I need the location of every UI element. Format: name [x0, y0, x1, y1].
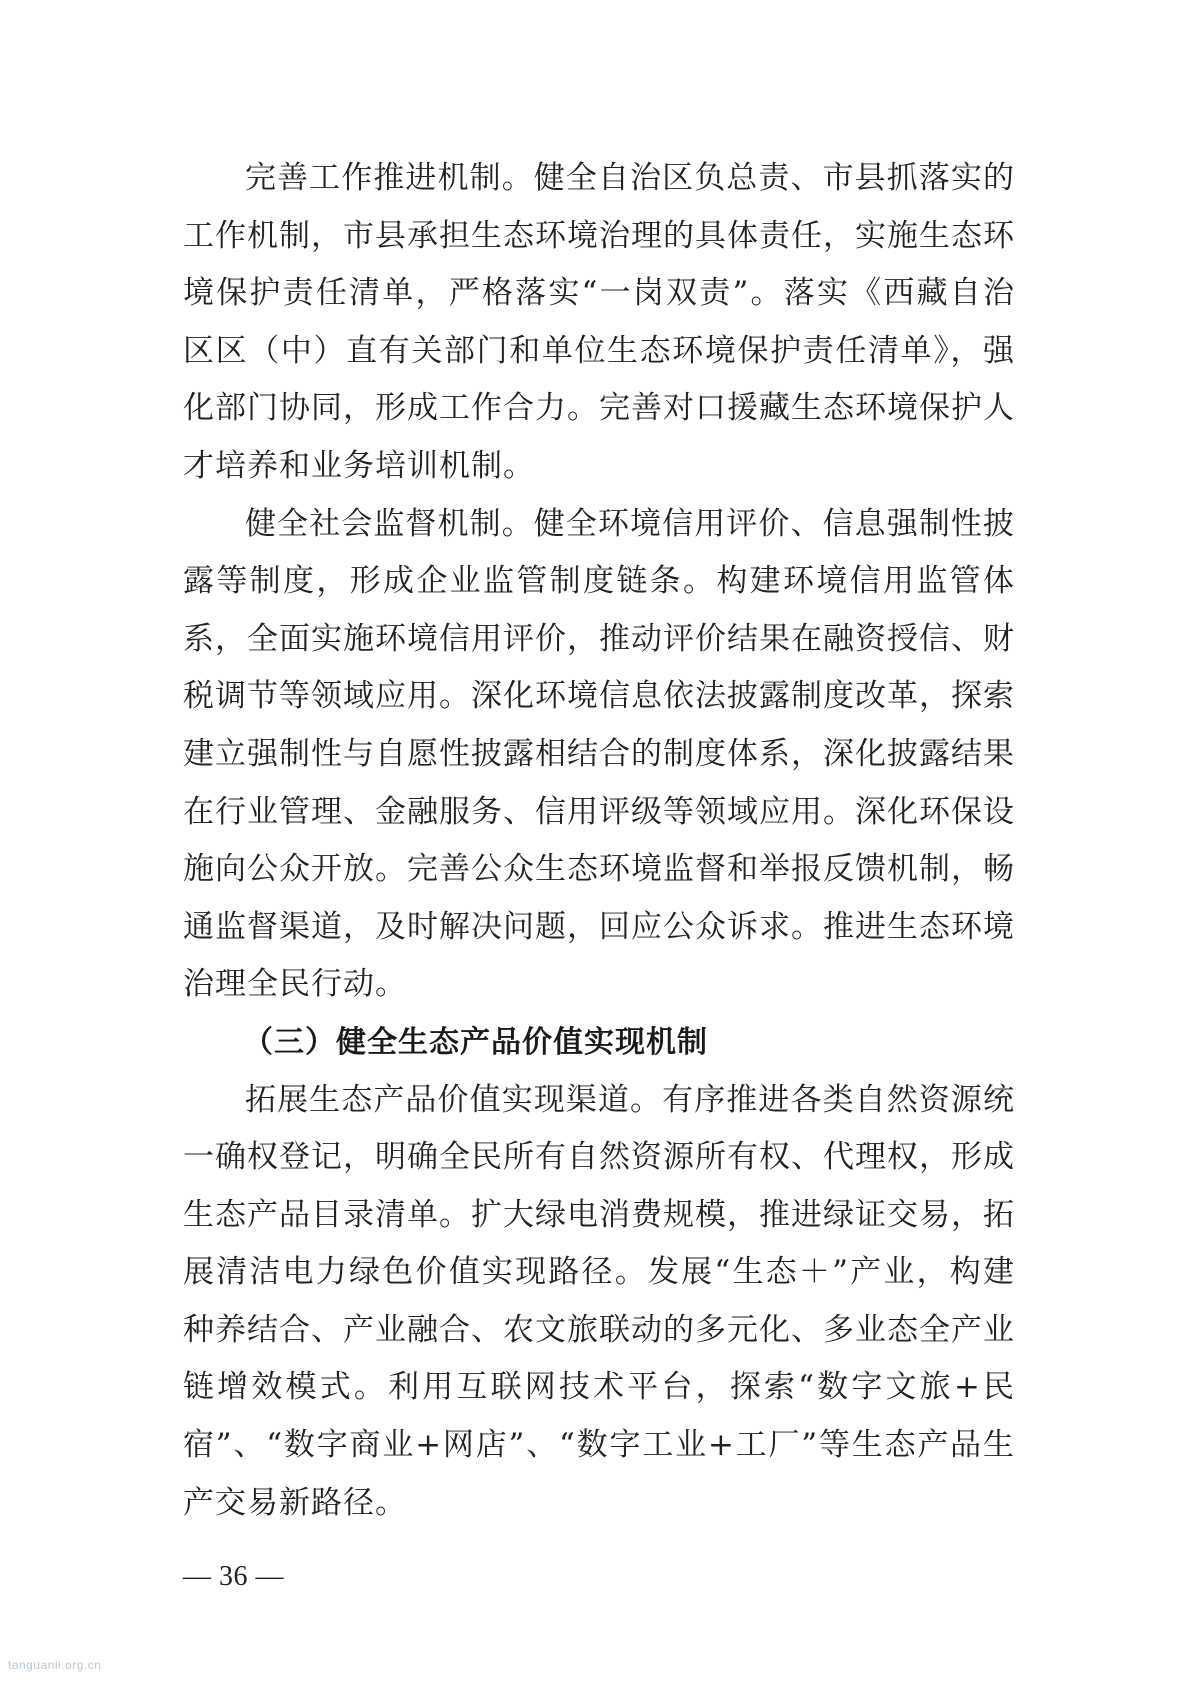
watermark: tanguanli.org.cn — [8, 1658, 102, 1672]
section-heading: （三）健全生态产品价值实现机制 — [243, 1024, 708, 1060]
body-text — [183, 150, 1015, 1532]
paragraph-eco-product-value: 拓展生态产品价值实现渠道。有序推进各类自然资源统一确权登记，明确全民所有自然资源所有权、代理权，形成生态产品目录清单。扩大绿电消费规模，推进绿证交易，拓展清洁电力绿色价值实现路径。发展“生态＋”产业，构建种养结合、产业融合、农文旅联动的多元化、多业态全产业链增效模式。利用互联网技术平台，探索“数字文旅+民宿”、“数字商业+网店”、“数字工业+工厂”等生态产品生产交易新路径。 — [183, 1081, 1015, 1521]
paragraph-social-supervision: 健全社会监督机制。健全环境信用评价、信息强制性披露等制度，形成企业监管制度链条。构建环境信用监管体系，全面实施环境信用评价，推动评价结果在融资授信、财税调节等领域应用。深化环境信息依法披露制度改革，探索建立强制性与自愿性披露相结合的制度体系，深化披露结果在行业管理、金融服务、信用评级等领域应用。深化环保设施向公众开放。完善公众生态环境监督和举报反馈机制，畅通监督渠道，及时解决问题，回应公众诉求。推进生态环境治理全民行动。 — [183, 505, 1015, 1003]
paragraph-work-mechanism: 完善工作推进机制。健全自治区负总责、市县抓落实的工作机制，市县承担生态环境治理的具体责任，实施生态环境保护责任清单，严格落实“一岗双责”。落实《西藏自治区区（中）直有关部门和单位生态环境保护责任清单》，强化部门协同，形成工作合力。完善对口援藏生态环境保护人才培养和业务培训机制。 — [183, 160, 1015, 484]
page-number: — 36 — — [183, 1561, 284, 1592]
